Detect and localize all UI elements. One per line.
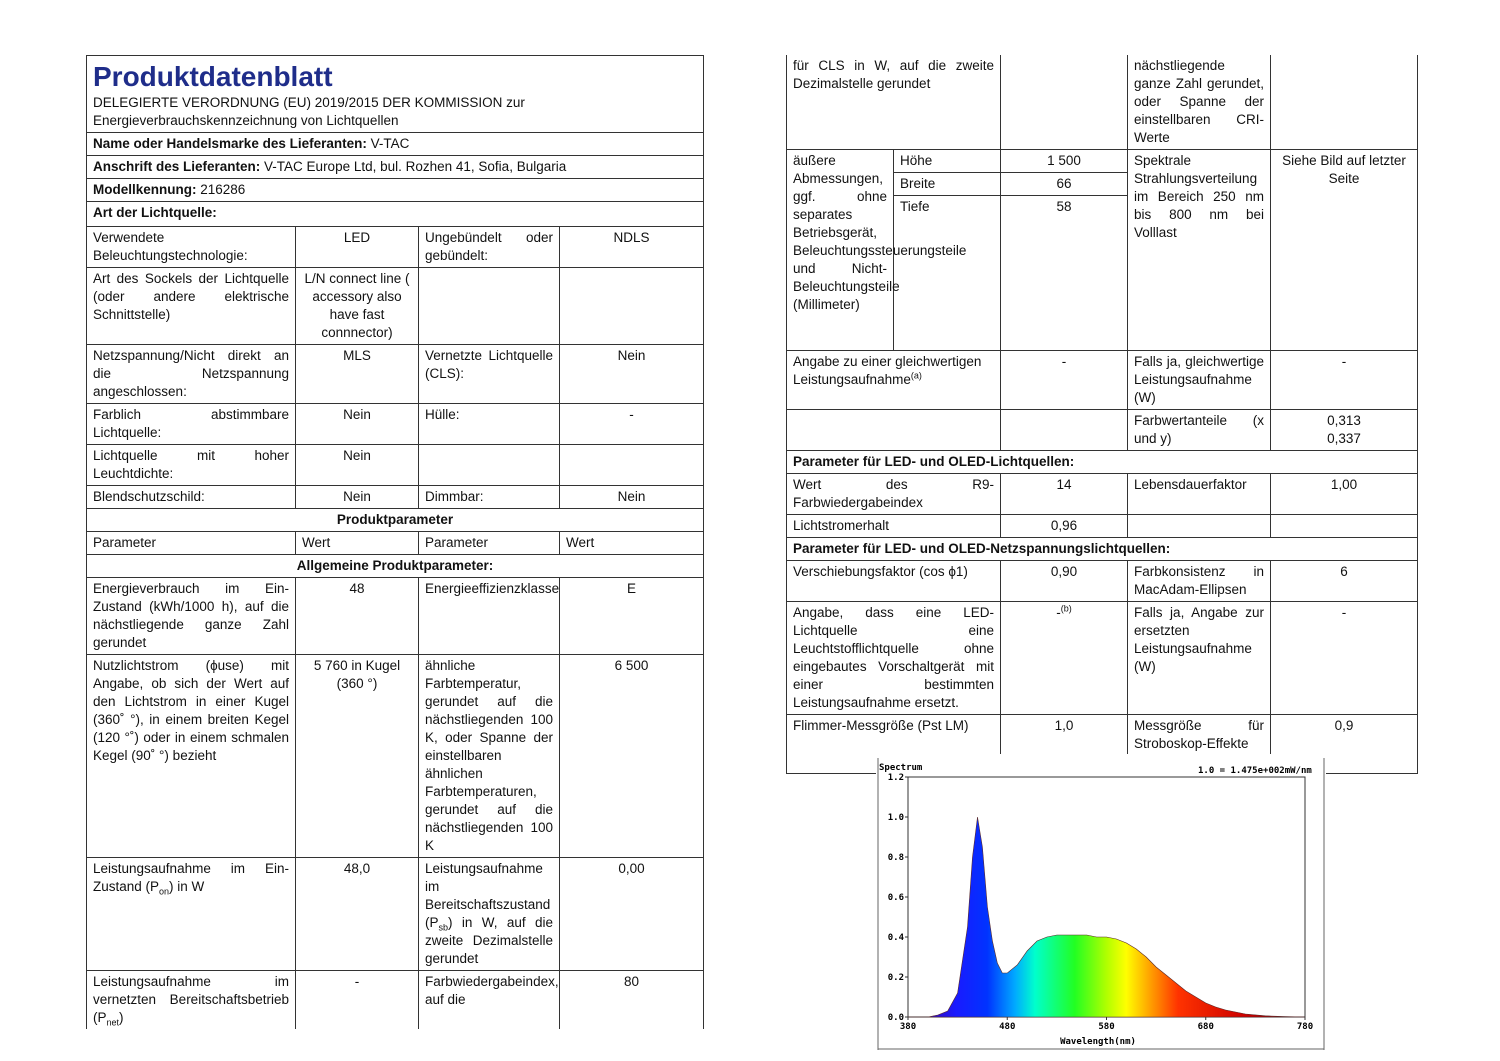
row-value: Nein (560, 345, 704, 404)
flux-value: 5 760 in Kugel (360 °) (296, 655, 419, 858)
cct-value: 6 500 (560, 655, 704, 858)
dim-width-value: 66 (1001, 173, 1128, 196)
x-tick-label: 580 (1098, 1022, 1115, 1032)
chart-title: Spectrum (879, 763, 923, 773)
cls-standby-cont: für CLS in W, auf die zweite Dezimalstelle gerundet (787, 55, 1001, 150)
row-label: Dimmbar: (419, 486, 560, 509)
spectrum-chart (876, 754, 1326, 1050)
displacement-value: 0,90 (1001, 561, 1128, 602)
dim-depth-label: Tiefe (894, 196, 1001, 351)
supplier-value: V-TAC (370, 136, 410, 151)
dim-height-label: Höhe (894, 150, 1001, 173)
replacement-value: -$^{(b)}$ (1001, 602, 1128, 715)
product-params-header: Produktparameter (87, 509, 704, 532)
cri-label: Farbwiedergabeindex, auf die (419, 971, 560, 1030)
psb-label: Leistungsaufnahme im Bereitschaftszustand $(P_{sb})$ in W, auf die zweite Dezimalstelle gerundet (419, 858, 560, 971)
svm-value: 0,9 (1271, 715, 1418, 774)
chroma-value: 0,313 0,337 (1271, 410, 1418, 451)
equiv-label: Angabe zu einer gleichwertigen Leistungsaufnahme$^{(a)}$ (787, 351, 1001, 410)
displacement-label: Verschiebungsfaktor (cos ϕ1) (787, 561, 1001, 602)
color-consistency-value: 6 (1271, 561, 1418, 602)
led-params-header: Parameter für LED- und OLED-Lichtquellen: (787, 451, 1418, 474)
cri-cont: nächstliegende ganze Zahl gerundet, oder Spanne der einstellbaren CRI-Werte (1128, 55, 1271, 150)
row-label: Netzspannung/Nicht direkt an die Netzspannung angeschlossen: (87, 345, 296, 404)
x-axis-label: Wavelength(nm) (1060, 1037, 1136, 1047)
table-row (787, 515, 1418, 538)
table-row (87, 227, 704, 268)
equiv-yes-value: - (1271, 351, 1418, 410)
y-tick-label: 1.2 (887, 773, 904, 783)
spd-value: Siehe Bild auf letzter Seite (1271, 150, 1418, 351)
mains-params-header: Parameter für LED- und OLED-Netzspannungslichtquellen: (787, 538, 1418, 561)
row-value: Nein (296, 404, 419, 445)
r9-label: Wert des R9-Farbwiedergabeindex (787, 474, 1001, 515)
model-value: 216286 (200, 182, 246, 197)
model-label: Modellkennung: (93, 182, 197, 197)
equiv-value: - (1001, 351, 1128, 410)
color-consistency-label: Farbkonsistenz in MacAdam-Ellipsen (1128, 561, 1271, 602)
general-params-header: Allgemeine Produktparameter: (87, 555, 704, 578)
y-tick-label: 0.6 (887, 893, 904, 903)
row-label: Art des Sockels der Lichtquelle (oder andere elektrische Schnittstelle) (87, 268, 296, 345)
address-label: Anschrift des Lieferanten: (93, 159, 261, 174)
scale-note: 1.0 = 1.475e+002mW/nm (1198, 766, 1312, 776)
table-row (87, 971, 704, 1030)
table-row (87, 486, 704, 509)
pon-label: Leistungsaufnahme im Ein-Zustand $(P_{on})$ in W (87, 858, 296, 971)
supplier-label: Name oder Handelsmarke des Lieferanten: (93, 136, 367, 151)
row-value: NDLS (560, 227, 704, 268)
row-label: Vernetzte Lichtquelle (CLS): (419, 345, 560, 404)
table-row (787, 561, 1418, 602)
row-value (560, 445, 704, 486)
col-header-param: Parameter (87, 532, 296, 555)
x-tick-label: 480 (999, 1022, 1016, 1032)
maintenance-value: 0,96 (1001, 515, 1128, 538)
table-row (87, 268, 704, 345)
life-value: 1,00 (1271, 474, 1418, 515)
row-label: Farblich abstimmbare Lichtquelle: (87, 404, 296, 445)
address-value: V-TAC Europe Ltd, bul. Rozhen 41, Sofia, Bulgaria (264, 159, 567, 174)
table-row (87, 858, 704, 971)
row-label (419, 445, 560, 486)
row-label: Verwendete Beleuchtungstechnologie: (87, 227, 296, 268)
y-tick-label: 0.8 (887, 853, 904, 863)
replacement-yes-label: Falls ja, Angabe zur ersetzten Leistungsaufnahme (W) (1128, 602, 1271, 715)
cri-value: 80 (560, 971, 704, 1030)
replacement-yes-value: - (1271, 602, 1418, 715)
life-label: Lebensdauerfaktor (1128, 474, 1271, 515)
x-tick-label: 380 (899, 1022, 917, 1032)
right-datasheet-table (786, 55, 1418, 774)
table-row (787, 602, 1418, 715)
table-row (87, 578, 704, 655)
y-tick-label: 0.2 (887, 973, 904, 983)
dimensions-label: äußere Abmessungen, ggf. ohne separates Betriebsgerät, Beleuchtungssteuerungsteile und Nicht-Beleuchtungsteile (Millimeter) (787, 150, 894, 351)
table-row (787, 410, 1418, 451)
flux-label: Nutzlichtstrom (ϕuse) mit Angabe, ob sich der Wert auf den Lichtstrom in einer Kugel (360˚ °), in einem breiten Kegel (120 °˚) oder in einem schmalen Kegel (90˚ °) bezieht (87, 655, 296, 858)
table-row (87, 345, 704, 404)
row-value: MLS (296, 345, 419, 404)
chroma-label: Farbwertanteile (x und y) (1128, 410, 1271, 451)
dim-width-label: Breite (894, 173, 1001, 196)
col-header-value: Wert (560, 532, 704, 555)
pnet-label: Leistungsaufnahme im vernetzten Bereitschaftsbetrieb $(P_{net})$ (87, 971, 296, 1030)
spd-label: Spektrale Strahlungsverteilung im Bereich 250 nm bis 800 nm bei Volllast (1128, 150, 1271, 351)
cct-label: ähnliche Farbtemperatur, gerundet auf die nächstliegenden 100 K, oder Spanne der einstellbaren ähnlichen Farbtemperaturen, gerundet auf die nächstliegenden 100 K (419, 655, 560, 858)
psb-value: 0,00 (560, 858, 704, 971)
replacement-label: Angabe, dass eine LED-Lichtquelle eine Leuchtstofflichtquelle ohne eingebautes Vorschaltgerät mit einer bestimmten Leistungsaufnahme ersetzt. (787, 602, 1001, 715)
pnet-value: - (296, 971, 419, 1030)
x-tick-label: 780 (1296, 1022, 1314, 1032)
r9-value: 14 (1001, 474, 1128, 515)
page-title: Produktdatenblatt (93, 61, 333, 92)
row-value: L/N connect line ( accessory also have fast connnector) (296, 268, 419, 345)
y-tick-label: 1.0 (887, 813, 904, 823)
row-value: - (560, 404, 704, 445)
row-value: Nein (296, 486, 419, 509)
table-row (87, 445, 704, 486)
y-tick-label: 0.0 (887, 1013, 904, 1023)
type-label: Art der Lichtquelle: (93, 205, 217, 220)
row-label: Lichtquelle mit hoher Leuchtdichte: (87, 445, 296, 486)
x-tick-label: 680 (1197, 1022, 1214, 1032)
energy-label: Energieverbrauch im Ein-Zustand (kWh/1000 h), auf die nächstliegende ganze Zahl gerundet (87, 578, 296, 655)
row-label: Blendschutzschild: (87, 486, 296, 509)
flicker-label: Flimmer-Messgröße (Pst LM) (787, 715, 1001, 774)
maintenance-label: Lichtstromerhalt (787, 515, 1001, 538)
col-header-param: Parameter (419, 532, 560, 555)
row-label: Ungebündelt oder gebündelt: (419, 227, 560, 268)
row-value: Nein (560, 486, 704, 509)
svm-label: Messgröße für Stroboskop-Effekte (1128, 715, 1271, 774)
col-header-value: Wert (296, 532, 419, 555)
dim-depth-value: 58 (1001, 196, 1128, 351)
pon-value: 48,0 (296, 858, 419, 971)
left-datasheet-table (86, 55, 704, 1029)
row-label (419, 268, 560, 345)
flicker-value: 1,0 (1001, 715, 1128, 774)
equiv-yes-label: Falls ja, gleichwertige Leistungsaufnahme (W) (1128, 351, 1271, 410)
table-row (787, 474, 1418, 515)
row-value: LED (296, 227, 419, 268)
efficiency-value: E (560, 578, 704, 655)
row-label: Hülle: (419, 404, 560, 445)
row-value: Nein (296, 445, 419, 486)
table-row (87, 655, 704, 858)
table-row (787, 351, 1418, 410)
y-tick-label: 0.4 (887, 933, 904, 943)
row-value (560, 268, 704, 345)
dim-height-value: 1 500 (1001, 150, 1128, 173)
table-row (87, 404, 704, 445)
energy-value: 48 (296, 578, 419, 655)
efficiency-label: Energieeffizienzklasse (419, 578, 560, 655)
regulation-text: DELEGIERTE VERORDNUNG (EU) 2019/2015 DER KOMMISSION zur Energieverbrauchskennzeichnung von Lichtquellen (93, 95, 525, 128)
